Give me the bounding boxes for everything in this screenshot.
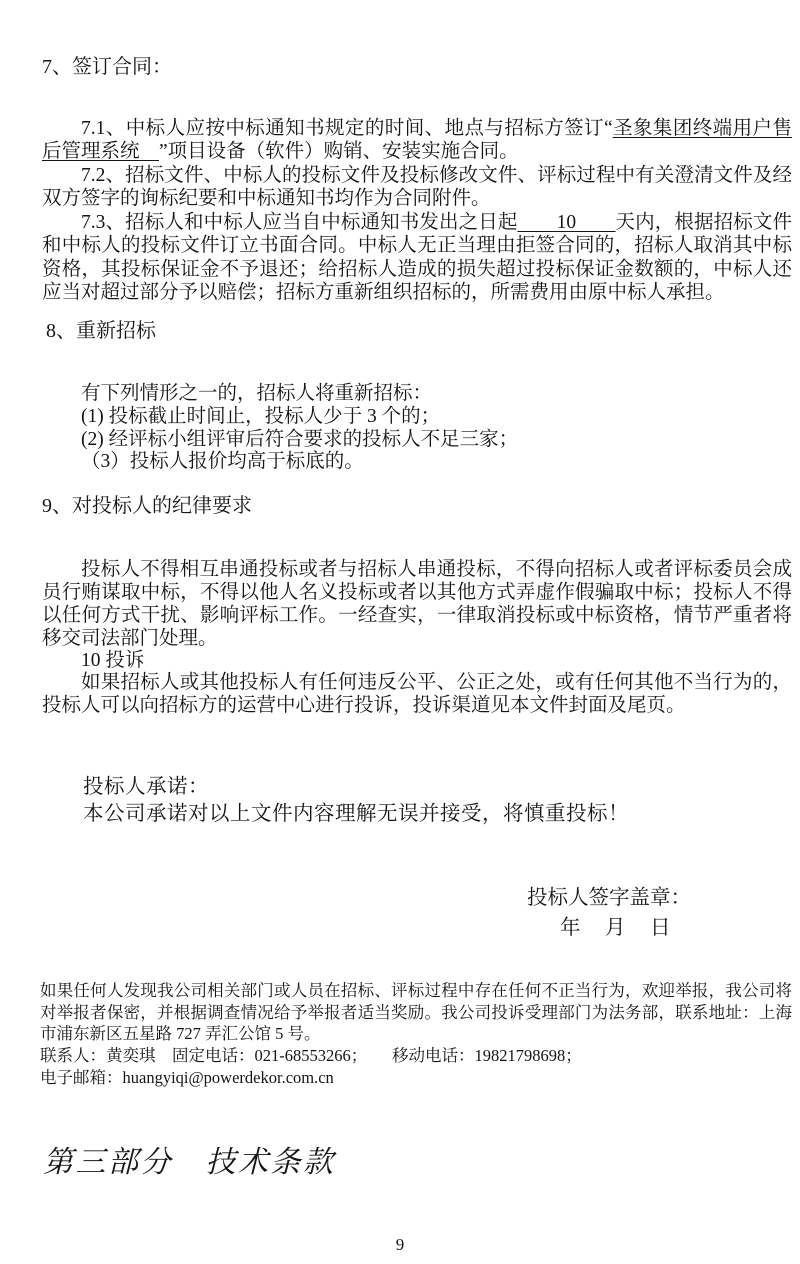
rebid-condition-item-1: (1) 投标截止时间止，投标人少于 3 个的； [81,405,441,427]
clause-7-2: 7.2、招标文件、中标人的投标文件及投标修改文件、评标过程中有关澄清文件及经双方签字的询标纪要和中标通知书均作为合同附件。 [42,165,792,210]
page-number: 9 [395,1235,405,1254]
section-9-heading: 9、对投标人的纪律要求 [42,495,252,517]
rebid-condition-item-3: （3）投标人报价均高于标底的。 [81,451,364,473]
report-notice-paragraph: 如果任何人发现我公司相关部门或人员在招标、评标过程中存在任何不正当行为，欢迎举报，我公司将对举报者保密，并根据调查情况给予举报者适当奖励。我公司投诉受理部门为法务部，联系地址：上海市浦东新区五星路 727 弄汇公馆 5 号。 [40,981,792,1044]
bidder-commitment-body: 本公司承诺对以上文件内容理解无误并接受，将慎重投标！ [83,802,629,825]
clause-7-3-post: 天内，根据招标文件和中标人的投标文件订立书面合同。中标人无正当理由拒签合同的，招标人取消其中标资格，其投标保证金不予退还；给招标人造成的损失超过投标保证金数额的，中标人还应当对超过部分予以赔偿；招标方重新组织招标的，所需费用由原中标人承担。 [42,212,792,304]
email-line: 电子邮箱：huangyiqi@powerdekor.com.cn [40,1068,334,1087]
section-8-list [0,383,800,474]
clause-7-1 [42,117,792,164]
section-9-paragraph: 投标人不得相互串通投标或者与招标人串通投标，不得向招标人或者评标委员会成员行贿谋取中标，不得以他人名义投标或者以其他方式弄虚作假骗取中标；投标人不得以任何方式干扰、影响评标工作。一经查实，一律取消投标或中标资格，情节严重者将移交司法部门处理。 [42,559,792,649]
section-8-heading: 8、重新招标 [46,320,156,342]
part-3-heading: 第三部分 技术条款 [43,1146,336,1179]
section-8-intro: 有下列情形之一的，招标人将重新招标： [81,383,433,404]
section-10-heading: 10 投诉 [81,650,145,671]
clause-7-1-post: ”项目设备（软件）购销、安装实施合同。 [159,141,519,163]
days-value-underlined: 10 [517,212,616,233]
clause-7-3-pre: 7.3、招标人和中标人应当自中标通知书发出之日起 [81,212,518,233]
section-10-paragraph: 如果招标人或其他投标人有任何违反公平、公正之处，或有任何其他不当行为的，投标人可以向招标方的运营中心进行投诉，投诉渠道见本文件封面及尾页。 [42,672,792,716]
clause-7-1-pre: 7.1、中标人应按中标通知书规定的时间、地点与招标方签订“ [81,118,613,139]
bidder-commitment-title: 投标人承诺： [83,775,209,798]
contact-line: 联系人：黄奕琪 固定电话：021-68553266； 移动电话：19821798698； [40,1046,582,1065]
signature-label: 投标人签字盖章： [527,886,691,909]
rebid-condition-item-2: (2) 经评标小组评审后符合要求的投标人不足三家； [81,428,519,450]
section-7-heading: 7、签订合同： [42,56,172,78]
signature-date-line: 年 月 日 [560,916,673,939]
clause-7-3 [42,211,792,305]
project-name-underlined: 圣象集团终端用户售后管理系统 [42,118,792,163]
